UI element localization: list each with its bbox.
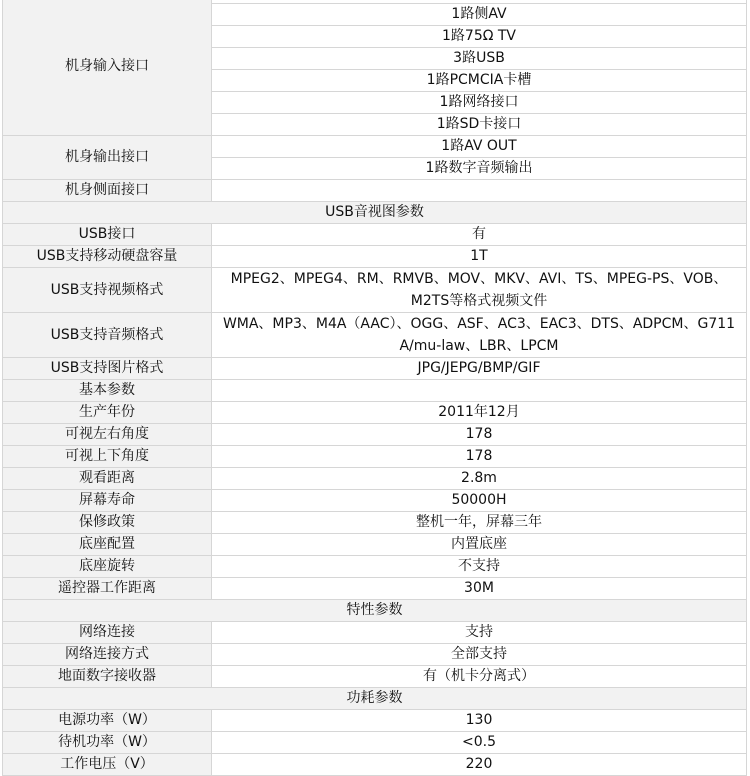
row-value: 2.8m <box>212 468 747 490</box>
row-value: 3路USB <box>212 48 747 70</box>
table-row <box>3 666 747 688</box>
section-title-features: 特性参数 <box>3 600 747 622</box>
table-row <box>3 578 747 600</box>
row-label: 网络连接方式 <box>3 644 212 666</box>
row-label: USB接口 <box>3 224 212 246</box>
row-value: 220 <box>212 754 747 776</box>
row-label: USB支持音频格式 <box>3 313 212 358</box>
table-row <box>3 556 747 578</box>
row-label: USB支持移动硬盘容量 <box>3 246 212 268</box>
row-label: 工作电压（V） <box>3 754 212 776</box>
row-value: 1路网络接口 <box>212 92 747 114</box>
row-label: 地面数字接收器 <box>3 666 212 688</box>
row-value: 不支持 <box>212 556 747 578</box>
table-row <box>3 622 747 644</box>
table-row <box>3 446 747 468</box>
row-value: 2011年12月 <box>212 402 747 424</box>
row-label: 底座旋转 <box>3 556 212 578</box>
section-title-power: 功耗参数 <box>3 688 747 710</box>
table-row <box>3 313 747 358</box>
table-row <box>3 490 747 512</box>
row-value-empty <box>212 380 747 402</box>
row-value: 1路侧AV <box>212 4 747 26</box>
row-value: 1路SD卡接口 <box>212 114 747 136</box>
table-row <box>3 512 747 534</box>
row-value: WMA、MP3、M4A（AAC）、OGG、ASF、AC3、EAC3、DTS、ADPCM、G711 A/mu-law、LBR、LPCM <box>212 313 747 358</box>
row-label: 待机功率（W） <box>3 732 212 754</box>
table-row <box>3 534 747 556</box>
row-label: 保修政策 <box>3 512 212 534</box>
row-label: USB支持视频格式 <box>3 268 212 313</box>
row-label-input-ports: 机身输入接口 <box>3 0 212 136</box>
table-row <box>3 268 747 313</box>
table-row <box>3 424 747 446</box>
row-value: 有 <box>212 224 747 246</box>
row-value: 1路数字音频输出 <box>212 158 747 180</box>
row-value: 50000H <box>212 490 747 512</box>
row-value: 全部支持 <box>212 644 747 666</box>
row-label-basic: 基本参数 <box>3 380 212 402</box>
row-value: <0.5 <box>212 732 747 754</box>
row-label: 可视左右角度 <box>3 424 212 446</box>
row-value: 有（机卡分离式） <box>212 666 747 688</box>
table-row <box>3 644 747 666</box>
row-value: 130 <box>212 710 747 732</box>
table-row <box>3 246 747 268</box>
table-row <box>3 180 747 202</box>
row-value: MPEG2、MPEG4、RM、RMVB、MOV、MKV、AVI、TS、MPEG-PS、VOB、M2TS等格式视频文件 <box>212 268 747 313</box>
row-value: 1路AV OUT <box>212 136 747 158</box>
row-value: 支持 <box>212 622 747 644</box>
row-value: 30M <box>212 578 747 600</box>
table-row <box>3 710 747 732</box>
row-value: 内置底座 <box>212 534 747 556</box>
table-row <box>3 402 747 424</box>
row-label-side-ports: 机身侧面接口 <box>3 180 212 202</box>
row-value: 1路75Ω TV <box>212 26 747 48</box>
row-value: 1T <box>212 246 747 268</box>
section-header-row <box>3 688 747 710</box>
section-header-row <box>3 600 747 622</box>
section-header-row <box>3 202 747 224</box>
table-row <box>3 136 747 158</box>
row-label: 观看距离 <box>3 468 212 490</box>
row-value <box>212 180 747 202</box>
row-value: 178 <box>212 424 747 446</box>
row-value: 1路PCMCIA卡槽 <box>212 70 747 92</box>
row-label: 网络连接 <box>3 622 212 644</box>
row-label-output-ports: 机身输出接口 <box>3 136 212 180</box>
row-label: 遥控器工作距离 <box>3 578 212 600</box>
table-row <box>3 224 747 246</box>
table-row <box>3 732 747 754</box>
table-row <box>3 358 747 380</box>
table-row <box>3 754 747 776</box>
row-value: 178 <box>212 446 747 468</box>
row-value: 整机一年，屏幕三年 <box>212 512 747 534</box>
row-label: 底座配置 <box>3 534 212 556</box>
row-label: 可视上下角度 <box>3 446 212 468</box>
table-row <box>3 380 747 402</box>
row-label: USB支持图片格式 <box>3 358 212 380</box>
spec-table <box>2 0 747 776</box>
row-label: 生产年份 <box>3 402 212 424</box>
row-label: 屏幕寿命 <box>3 490 212 512</box>
table-row <box>3 468 747 490</box>
section-title-usb: USB音视图参数 <box>3 202 747 224</box>
row-label: 电源功率（W） <box>3 710 212 732</box>
row-value: JPG/JEPG/BMP/GIF <box>212 358 747 380</box>
